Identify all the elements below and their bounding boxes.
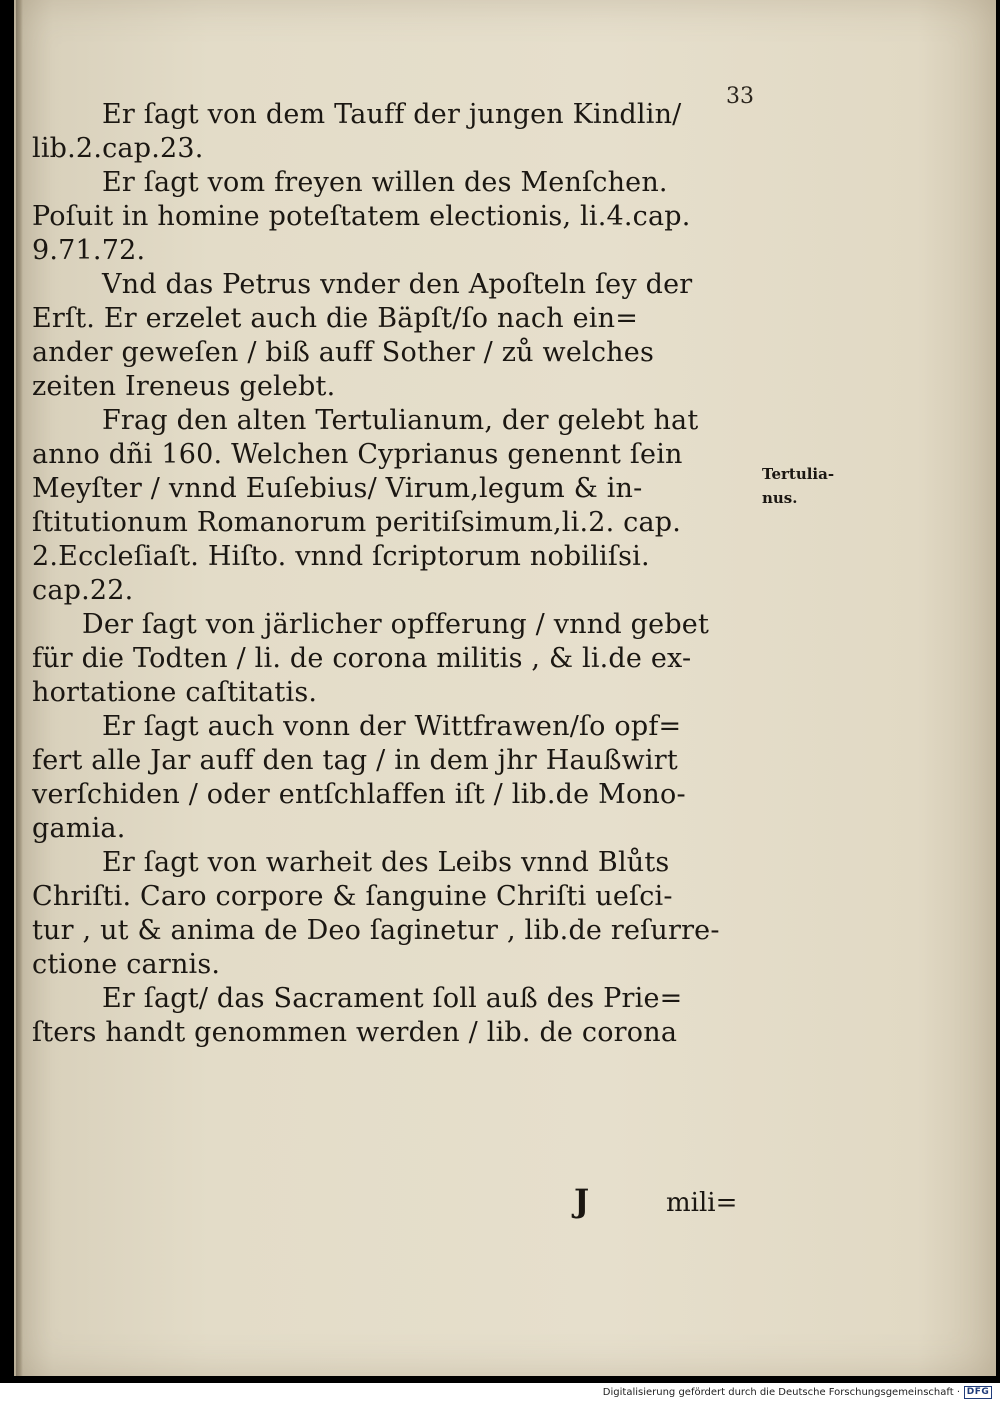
text-line: Er ſagt von dem Tauff der jungen Kindlin/ [102, 99, 682, 130]
text-line: Frag den alten Tertulianum, der gelebt hat [102, 405, 699, 436]
dfg-logo: DFG [964, 1386, 992, 1399]
text-line: 2.Eccleſiaſt. Hiſto. vnnd ſcriptorum nobiliſsi. [32, 541, 650, 572]
footer-bar [0, 1383, 1000, 1404]
text-line: ſtitutionum Romanorum peritiſsimum,li.2. cap. [32, 507, 682, 538]
text-line: Meyſter / vnnd Euſebius/ Virum,legum & in- [32, 473, 643, 504]
text-line: anno dñi 160. Welchen Cyprianus genennt ſein [32, 439, 683, 470]
marginal-note [762, 462, 834, 510]
folio-number: 33 [726, 84, 754, 109]
text-line: ander geweſen / biß auff Sother / zů welches [32, 337, 655, 368]
text-line: Erſt. Er erzelet auch die Bäpſt/ſo nach ein= [32, 303, 639, 334]
text-line: gamia. [32, 813, 126, 844]
text-line: ctione carnis. [32, 949, 221, 980]
text-line: Er ſagt vom freyen willen des Menſchen. [102, 167, 668, 198]
signature-mark: J [574, 1182, 590, 1220]
text-line: hortatione caſtitatis. [32, 677, 318, 708]
text-line: Er ſagt/ das Sacrament ſoll auß des Prie= [102, 983, 683, 1014]
text-line: ſters handt genommen werden / lib. de corona [32, 1017, 678, 1048]
text-line: 9.71.72. [32, 235, 146, 266]
funding-credit: Digitalisierung gefördert durch die Deutsche Forschungsgemeinschaft · [602, 1387, 960, 1398]
marginal-note-line: Tertulia- [762, 465, 835, 483]
text-line: Der ſagt von järlicher opfferung / vnnd gebet [82, 609, 710, 640]
text-line: lib.2.cap.23. [32, 133, 204, 164]
text-line: cap.22. [32, 575, 134, 606]
text-line: Er ſagt auch vonn der Wittfrawen/ſo opf= [102, 711, 682, 742]
text-line: zeiten Ireneus gelebt. [32, 371, 336, 402]
book-page [14, 0, 996, 1376]
text-line: Vnd das Petrus vnder den Apoſteln ſey der [102, 269, 693, 300]
text-line: Poſuit in homine poteſtatem electionis, li.4.cap. [32, 201, 691, 232]
catchword: mili= [666, 1188, 738, 1218]
text-line: Chriſti. Caro corpore & ſanguine Chriſti ueſci- [32, 881, 673, 912]
text-line: für die Todten / li. de corona militis , & li.de ex- [32, 643, 692, 674]
text-line: Er ſagt von warheit des Leibs vnnd Blůts [102, 847, 670, 878]
text-line: verſchiden / oder entſchlaffen iſt / lib.de Mono- [32, 779, 686, 810]
text-line: tur , ut & anima de Deo ſaginetur , lib.de reſurre- [32, 915, 720, 946]
marginal-note-line: nus. [762, 489, 798, 507]
page-text-block [32, 98, 762, 1050]
text-line: fert alle Jar auff den tag / in dem jhr Haußwirt [32, 745, 678, 776]
binding-gutter [16, 0, 23, 1376]
